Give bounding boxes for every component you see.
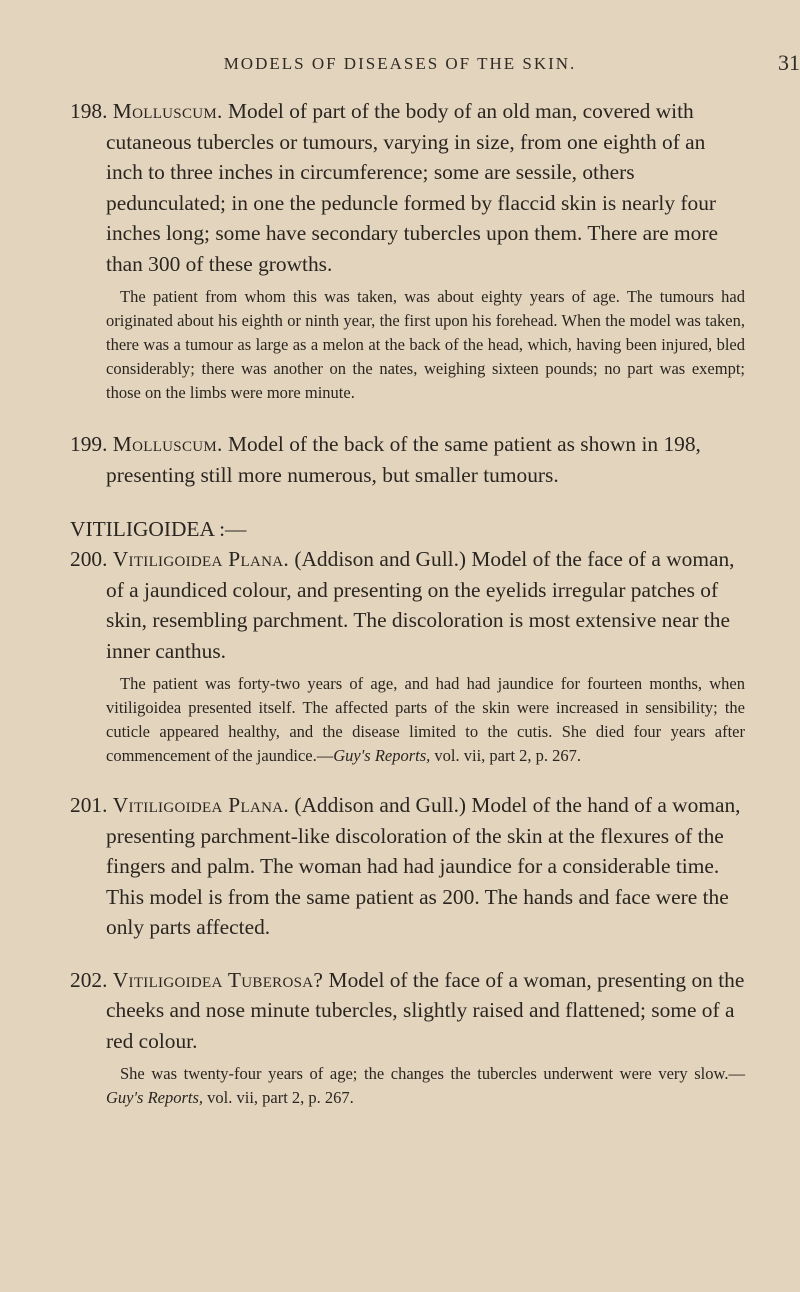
entry-202-note [106,1062,745,1110]
entry-number: 200. [70,547,108,571]
entry-200 [70,544,745,666]
entry-text: (Addison and Gull.) Model of the face of a woman, of a jaundiced colour, and presenting on the eyelids irregular patches of skin, resembling parchment. The discoloration is most extensive near the inner canthus. [106,547,735,663]
note-reference: Guy's Reports, [333,746,431,765]
entry-text: Model of the back of the same patient as shown in 198, presenting still more numerous, but smaller tumours. [106,432,701,487]
entry-term: Vitiligoidea Plana. [112,547,289,571]
running-title: MODELS OF DISEASES OF THE SKIN. [223,54,577,73]
entry-number: 201. [70,793,108,817]
entry-term: Vitiligoidea Plana. [112,793,289,817]
note-citation: vol. vii, part 2, p. 267. [430,746,582,765]
note-reference: Guy's Reports, [106,1088,204,1107]
entry-text: Model of part of the body of an old man, covered with cutaneous tubercles or tumours, varying in size, from one eighth of an inch to three inches in circumference; some are sessile, others pedunculated; in one the peduncle formed by flaccid skin is nearly four inches long; some have secondary tubercles upon them. There are more than 300 of these growths. [106,99,718,276]
entry-term: Molluscum. [112,99,223,123]
entry-202 [70,965,745,1057]
entry-number: 198. [70,99,108,123]
entry-201 [70,790,745,943]
page-number: 31 [778,50,800,75]
entry-199 [70,429,745,490]
entry-text: Model of the face of a woman, presenting on the cheeks and nose minute tubercles, slightly raised and flattened; some of a red colour. [106,967,745,1053]
note-text: The patient was forty-two years of age, and had had jaundice for fourteen months, when vitiligoidea presented itself. The affected parts of the skin were increased in sensibility; the cuticle appeared healthy, and the disease limited to the cutis. She died four years after commencement of the jaundice.— [106,674,745,765]
entry-term: Molluscum. [112,432,223,456]
entry-number: 199. [70,432,108,456]
page-content [70,96,745,1110]
entry-198 [70,96,745,279]
entry-term: Vitiligoidea Tuberosa? [112,967,324,992]
note-citation: vol. vii, part 2, p. 267. [203,1088,354,1107]
entry-200-note [106,672,745,768]
entry-text: (Addison and Gull.) Model of the hand of a woman, presenting parchment-like discoloration of the skin at the flexures of the fingers and palm. The woman had had jaundice for a considerable time. This model is from the same patient as 200. The hands and face were the only parts affected. [106,793,741,939]
note-text: She was twenty-four years of age; the changes the tubercles underwent were very slow.— [120,1064,745,1083]
entry-number: 202. [70,967,108,992]
section-heading: VITILIGOIDEA :— [70,517,247,541]
entry-198-note: The patient from whom this was taken, was about eighty years of age. The tumours had originated about his eighth or ninth year, the first upon his forehead. When the model was taken, there was a tumour as large as a melon at the back of the head, which, having been injured, bled considerably; there was another on the nates, weighing sixteen pounds; no part was exempt; those on the limbs were more minute. [106,287,745,402]
